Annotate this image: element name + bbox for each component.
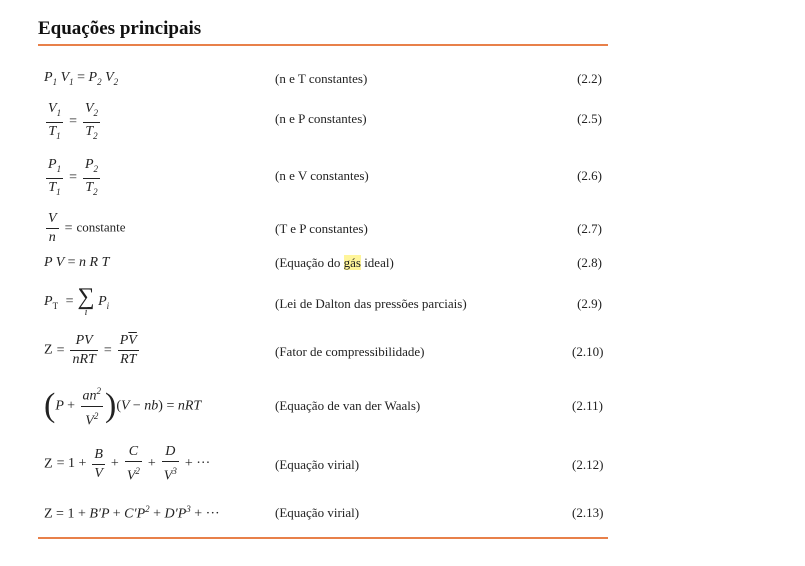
equation: $Z = 1 + B'P + C'P^2 + D'P^3$ + ··· (44, 504, 220, 522)
equation-condition: (Equação virial) (275, 457, 360, 472)
equation: $P_T$ = ∑ i $P_i$ (44, 284, 110, 318)
highlighted-word: gás (343, 255, 361, 270)
equation: Z = $\frac{PV}{\text{nRT}}$ = $\frac{P\overline{V}}{RT}$ (44, 333, 137, 367)
equation: $\frac{V}{n}$ = constante (48, 211, 126, 245)
equation-condition: (n e T constantes) (275, 71, 368, 86)
equation-condition: (Equação de van der Waals) (275, 398, 421, 413)
equation: P V = n R T (44, 255, 110, 270)
equation-number: (2.11) (572, 398, 603, 413)
equation-condition: (n e V constantes) (275, 168, 369, 183)
constant-word: constante (76, 219, 126, 235)
equation-condition: (Lei de Dalton das pressões parciais) (275, 296, 467, 311)
equation: $\frac{P_1}{T_1}$ = $\frac{P_2}{T_2}$ (48, 157, 99, 197)
equation-condition: (Fator de compressibilidade) (275, 344, 425, 359)
equation-number: (2.2) (577, 71, 602, 86)
equation: Z = 1 + $\frac{B}{V}$ + $\frac{C}{V^2}$ + $\frac{D}{V^3}$ + ··· (44, 444, 211, 484)
equation: $P_1$ $V_1 = P_2$ $V_2$ (44, 70, 119, 87)
equation-number: (2.10) (572, 344, 604, 359)
condition-text: ideal) (360, 255, 394, 270)
condition-text: (Equação do (275, 255, 344, 270)
equation-number: (2.8) (577, 255, 602, 270)
equation-number: (2.12) (572, 457, 604, 472)
equation-condition: (n e P constantes) (275, 111, 367, 126)
equation: $\frac{V_1}{T_1}$ = $\frac{V_2}{T_2}$ (48, 101, 99, 141)
equation-number: (2.9) (577, 296, 602, 311)
section-title: Equações principais (38, 18, 202, 39)
equation-number: (2.7) (577, 221, 602, 236)
bottom-divider (38, 537, 608, 539)
equation-condition: (T e P constantes) (275, 221, 368, 236)
equation-condition: (Equação virial) (275, 505, 360, 520)
equation: (P + $\frac{an^2}{V^2}$ )(V − nb) = nRT (44, 382, 201, 430)
equation-condition (275, 255, 394, 271)
equation-number: (2.13) (572, 505, 604, 520)
equation-number: (2.6) (577, 168, 602, 183)
equation-number: (2.5) (577, 111, 602, 126)
top-divider (38, 44, 608, 46)
